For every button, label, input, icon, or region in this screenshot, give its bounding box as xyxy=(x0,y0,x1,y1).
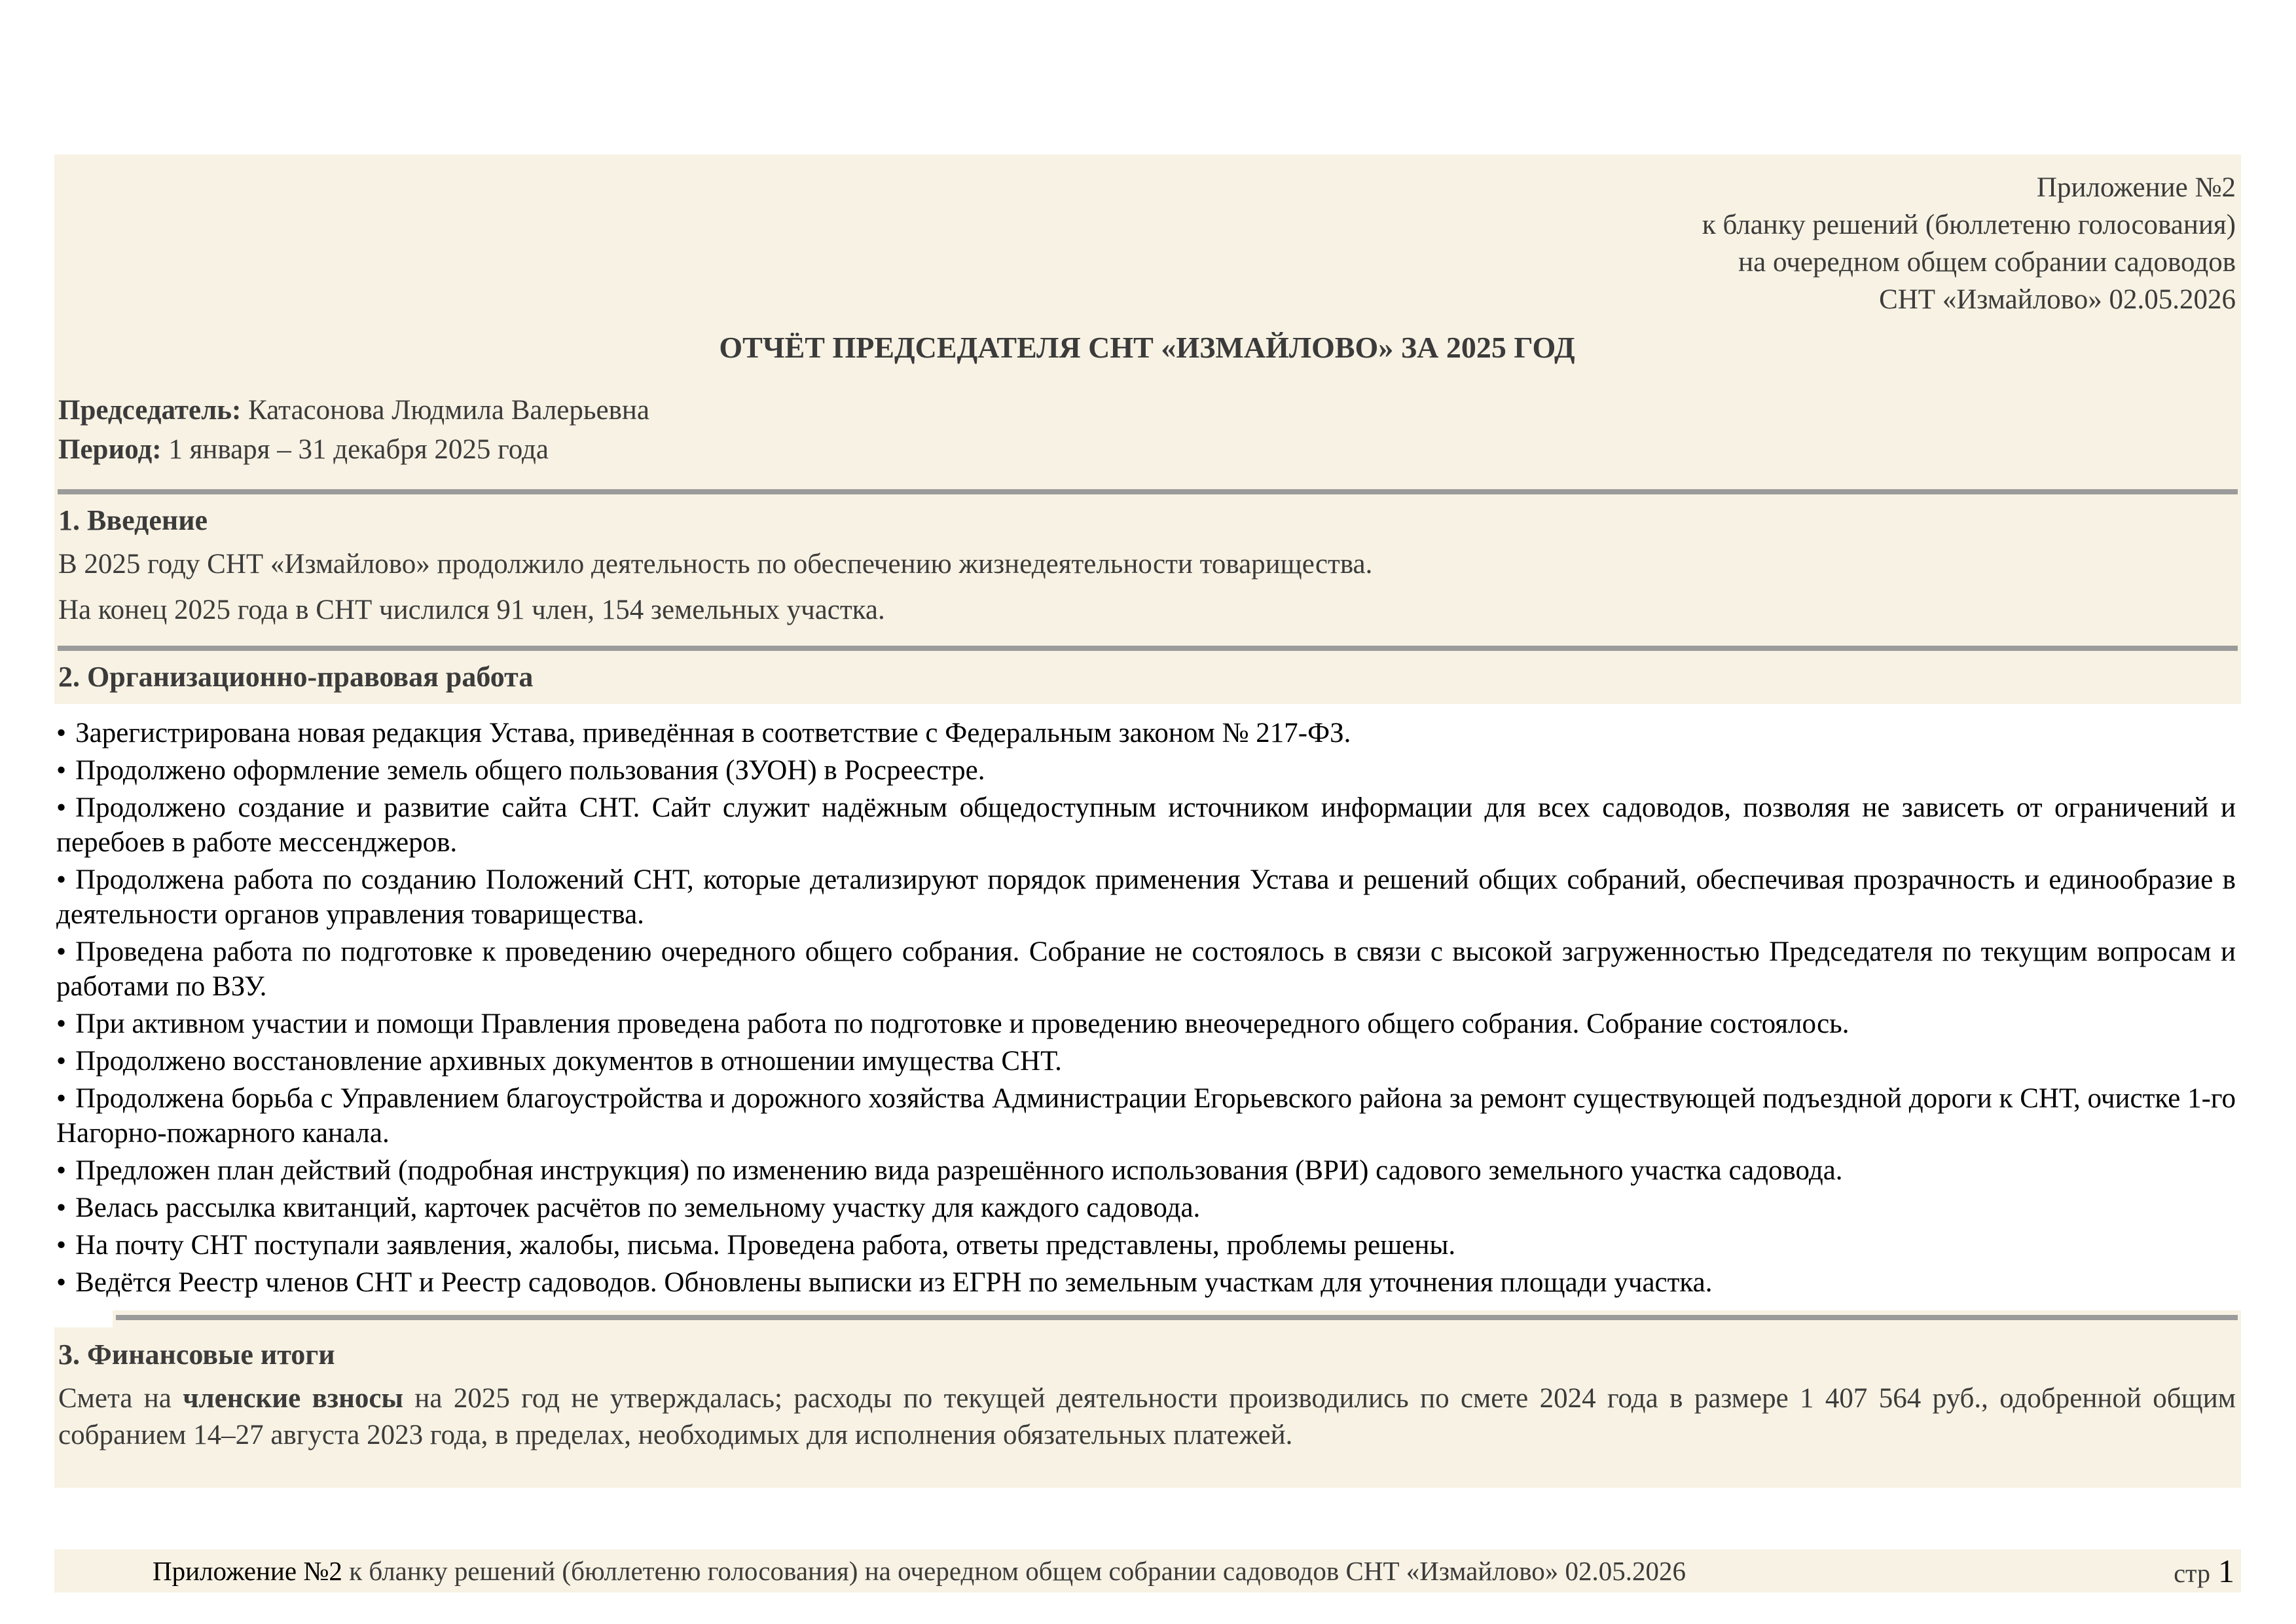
appendix-line-3: на очередном общем собрании садоводов xyxy=(1738,247,2236,278)
bullet-marker: • xyxy=(56,1083,67,1114)
section-separator-2 xyxy=(54,646,2241,651)
list-item xyxy=(56,1006,2236,1041)
bullet-marker: • xyxy=(56,1008,67,1039)
list-item-text: На почту СНТ поступали заявления, жалобы, письма. Проведена работа, ответы представлены, проблемы решены. xyxy=(75,1230,1456,1261)
finance-text-bold: членские взносы xyxy=(183,1383,404,1414)
appendix-line-4: СНТ «Измайлово» 02.05.2026 xyxy=(1879,284,2236,315)
list-item xyxy=(56,716,2236,750)
intro-paragraph-2: На конец 2025 года в СНТ числился 91 член, 154 земельных участка. xyxy=(58,595,885,625)
list-item xyxy=(56,862,2236,932)
list-item-text: Проведена работа по подготовке к проведению очередного общего собрания. Собрание не состоялось в связи с высокой загруженностью Председателя по текущим вопросам и работами по ВЗУ. xyxy=(56,936,2236,1002)
list-item-text: Продолжено создание и развитие сайта СНТ. Сайт служит надёжным общедоступным источником информации для всех садоводов, позволяя не зависеть от ограничений и перебоев в работе мессенджеров. xyxy=(56,792,2236,858)
list-item xyxy=(56,1190,2236,1225)
page-number-group xyxy=(2174,1552,2241,1590)
chairman-name: Катасонова Людмила Валерьевна xyxy=(241,395,649,426)
list-item xyxy=(56,1081,2236,1151)
bullet-marker: • xyxy=(56,1155,67,1186)
list-item-text: Велась рассылка квитанций, карточек расчётов по земельному участку для каждого садовода. xyxy=(75,1192,1201,1223)
section-1-heading: 1. Введение xyxy=(58,504,208,536)
finance-text-rest: на 2025 год не утверждалась; расходы по текущей деятельности производились по смете 2024 года в размере 1 407 564 руб., одобренной общим собранием 14–27 августа 2023 года, в пределах, необходимых для исполнения обязательных платежей. xyxy=(58,1383,2236,1450)
intro-paragraph-1: В 2025 году СНТ «Измайлово» продолжило деятельность по обеспечению жизнедеятельности товарищества. xyxy=(58,549,1373,580)
bullet-marker: • xyxy=(56,792,67,823)
document-header xyxy=(54,155,2241,489)
appendix-line-1: Приложение №2 xyxy=(2036,172,2236,203)
list-item-text: Предложен план действий (подробная инструкция) по изменению вида разрешённого использования (ВРИ) садового земельного участка садовода. xyxy=(75,1155,1843,1186)
list-item xyxy=(56,790,2236,860)
organizational-bullet-list xyxy=(54,704,2241,1310)
bullet-marker: • xyxy=(56,936,67,967)
period-label: Период: xyxy=(58,434,162,465)
list-item xyxy=(56,1044,2236,1079)
footer-appendix-label: Приложение №2 xyxy=(153,1556,342,1586)
separator-bar xyxy=(58,489,2238,494)
appendix-reference xyxy=(58,169,2236,318)
list-item-text: Продолжено восстановление архивных документов в отношении имущества СНТ. xyxy=(75,1046,1062,1077)
section-3-heading: 3. Финансовые итоги xyxy=(58,1338,335,1371)
bullet-marker: • xyxy=(56,755,67,786)
bullet-marker: • xyxy=(56,718,67,748)
list-item-text: Продолжено оформление земель общего пользования (ЗУОН) в Росреестре. xyxy=(75,755,985,786)
report-title: ОТЧЁТ ПРЕДСЕДАТЕЛЯ СНТ «ИЗМАЙЛОВО» ЗА 2025 ГОД xyxy=(719,331,1575,364)
chairman-label: Председатель: xyxy=(58,395,242,426)
list-item-text: Продолжена борьба с Управлением благоустройства и дорожного хозяйства Администрации Егорьевского района за ремонт существующей подъездной дороги к СНТ, очистке 1-го Нагорно-пожарного канала. xyxy=(56,1083,2236,1149)
list-item xyxy=(56,1228,2236,1263)
section-separator-3 xyxy=(113,1310,2241,1327)
page-number-label: стр xyxy=(2174,1559,2210,1588)
bullet-marker: • xyxy=(56,1046,67,1077)
period-value: 1 января – 31 декабря 2025 года xyxy=(161,434,549,465)
finance-paragraph xyxy=(58,1380,2236,1454)
section-introduction xyxy=(54,494,2241,646)
list-item-text: При активном участии и помощи Правления проведена работа по подготовке и проведению внеочередного общего собрания. Собрание состоялось. xyxy=(75,1008,1850,1039)
report-content-column xyxy=(54,155,2241,1488)
list-item xyxy=(56,753,2236,788)
appendix-line-2: к бланку решений (бюллетеню голосования) xyxy=(1702,210,2236,240)
section-organizational-heading xyxy=(54,651,2241,704)
page-footer xyxy=(54,1549,2241,1593)
footer-reference-rest: к бланку решений (бюллетеню голосования) на очередном общем собрании садоводов СНТ «Измайлово» 02.05.2026 xyxy=(342,1556,1686,1586)
section-separator-1 xyxy=(54,489,2241,494)
bullet-marker: • xyxy=(56,864,67,895)
bullet-marker: • xyxy=(56,1192,67,1223)
separator-bar xyxy=(58,646,2238,651)
footer-reference xyxy=(54,1555,1686,1587)
page-number-value: 1 xyxy=(2218,1553,2234,1589)
list-item xyxy=(56,1153,2236,1188)
list-item-text: Продолжена работа по созданию Положений СНТ, которые детализируют порядок применения Устава и решений общих собраний, обеспечивая прозрачность и единообразие в деятельности органов управления товарищества. xyxy=(56,864,2236,930)
separator-bar xyxy=(116,1315,2238,1320)
list-item xyxy=(56,1265,2236,1300)
section-finance xyxy=(54,1327,2241,1488)
list-item xyxy=(56,934,2236,1004)
finance-text-lead: Смета на xyxy=(58,1383,183,1414)
list-item-text: Ведётся Реестр членов СНТ и Реестр садоводов. Обновлены выписки из ЕГРН по земельным участкам для уточнения площади участка. xyxy=(75,1267,1713,1298)
bullet-marker: • xyxy=(56,1267,67,1298)
chairman-line xyxy=(58,391,2236,430)
section-2-heading: 2. Организационно-правовая работа xyxy=(58,661,534,693)
bullet-marker: • xyxy=(56,1230,67,1261)
period-line xyxy=(58,430,2236,470)
list-item-text: Зарегистрирована новая редакция Устава, приведённая в соответствие с Федеральным законом № 217-ФЗ. xyxy=(75,718,1351,748)
